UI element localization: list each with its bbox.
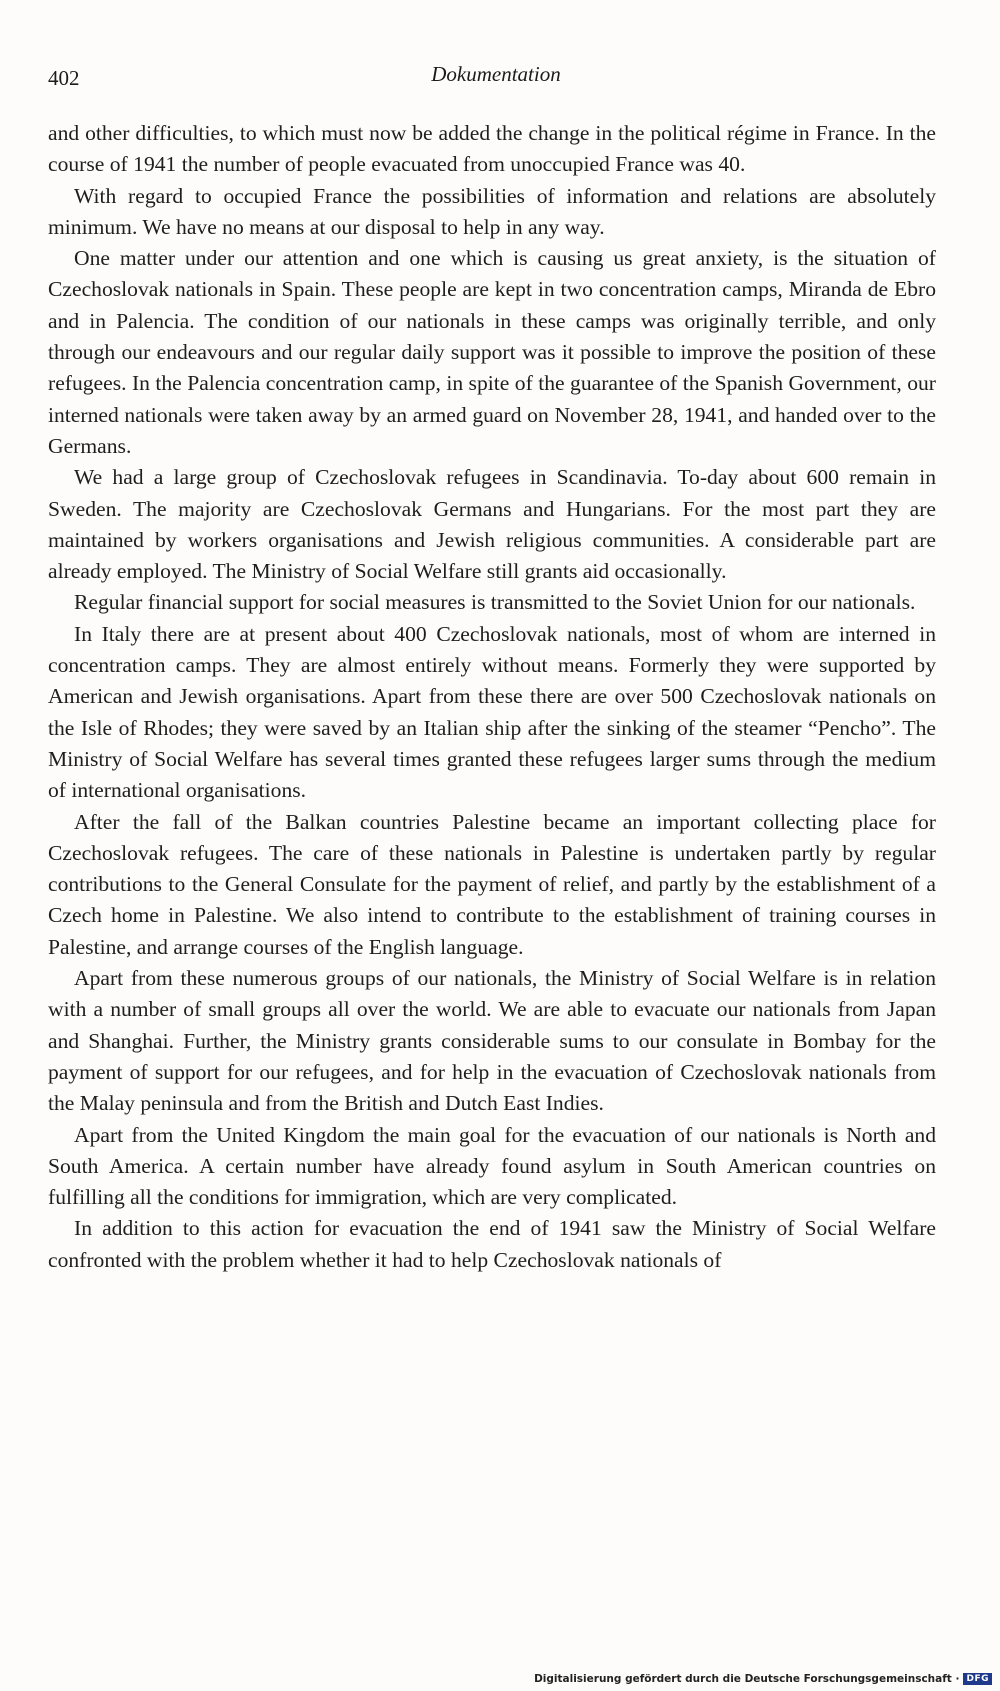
paragraph: We had a large group of Czechoslovak refugees in Scandinavia. To-day about 600 remain in Sweden. The majority are Czechoslovak Germans and Hungarians. For the most part they are maintained by workers organisations and Jewish religious communities. A considerable part are already employed. The Ministry of Social Welfare still grants aid occasionally.	[48, 465, 936, 584]
page-number: 402	[48, 66, 80, 90]
dfg-logo-icon: DFG	[963, 1673, 992, 1685]
paragraph: With regard to occupied France the possibilities of information and relations are absolutely minimum. We have no means at our disposal to help in any way.	[48, 183, 936, 239]
paragraph: In Italy there are at present about 400 Czechoslovak nationals, most of whom are interned in concentration camps. They are almost entirely without means. Formerly they were supported by American and Jewish organisations. Apart from these there are over 500 Czechoslovak nationals on the Isle of Rhodes; they were saved by an Italian ship after the sinking of the steamer “Pencho”. The Ministry of Social Welfare has several times granted these refugees larger sums through the medium of international organisations.	[48, 621, 936, 803]
paragraph: and other difficulties, to which must now be added the change in the political régime in France. In the course of 1941 the number of people evacuated from unoccupied France was 40.	[48, 121, 936, 177]
digitization-footer	[534, 1673, 992, 1685]
paragraph: After the fall of the Balkan countries Palestine became an important collecting place for Czechoslovak refugees. The care of these nationals in Palestine is undertaken partly by regular contributions to the General Consulate for the payment of relief, and partly by the establishment of a Czech home in Palestine. We also intend to contribute to the establishment of training courses in Palestine, and arrange courses of the English language.	[48, 809, 936, 959]
footer-credit: Digitalisierung gefördert durch die Deutsche Forschungsgemeinschaft ·	[534, 1673, 960, 1685]
paragraph: Apart from the United Kingdom the main goal for the evacuation of our nationals is North and South America. A certain number have already found asylum in South American countries on fulfilling all the conditions for immigration, which are very complicated.	[48, 1122, 936, 1210]
paragraph: In addition to this action for evacuation the end of 1941 saw the Ministry of Social Welfare confronted with the problem whether it had to help Czechoslovak nationals of	[48, 1216, 936, 1272]
paragraph: Apart from these numerous groups of our nationals, the Ministry of Social Welfare is in relation with a number of small groups all over the world. We are able to evacuate our nationals from Japan and Shanghai. Further, the Ministry grants considerable sums to our consulate in Bombay for the payment of support for our refugees, and for help in the evacuation of Czechoslovak nationals from the Malay peninsula and from the British and Dutch East Indies.	[48, 966, 936, 1116]
paragraph: Regular financial support for social measures is transmitted to the Soviet Union for our nationals.	[74, 590, 916, 615]
body-text	[48, 118, 936, 1276]
page-header	[48, 58, 944, 98]
paragraph: One matter under our attention and one which is causing us great anxiety, is the situation of Czechoslovak nationals in Spain. These people are kept in two concentration camps, Miranda de Ebro and in Palencia. The condition of our nationals in these camps was originally terrible, and only through our endeavours and our regular daily support was it possible to improve the position of these refugees. In the Palencia concentration camp, in spite of the guarantee of the Spanish Government, our interned nationals were taken away by an armed guard on November 28, 1941, and handed over to the Germans.	[48, 246, 936, 458]
running-title: Dokumentation	[431, 62, 561, 86]
